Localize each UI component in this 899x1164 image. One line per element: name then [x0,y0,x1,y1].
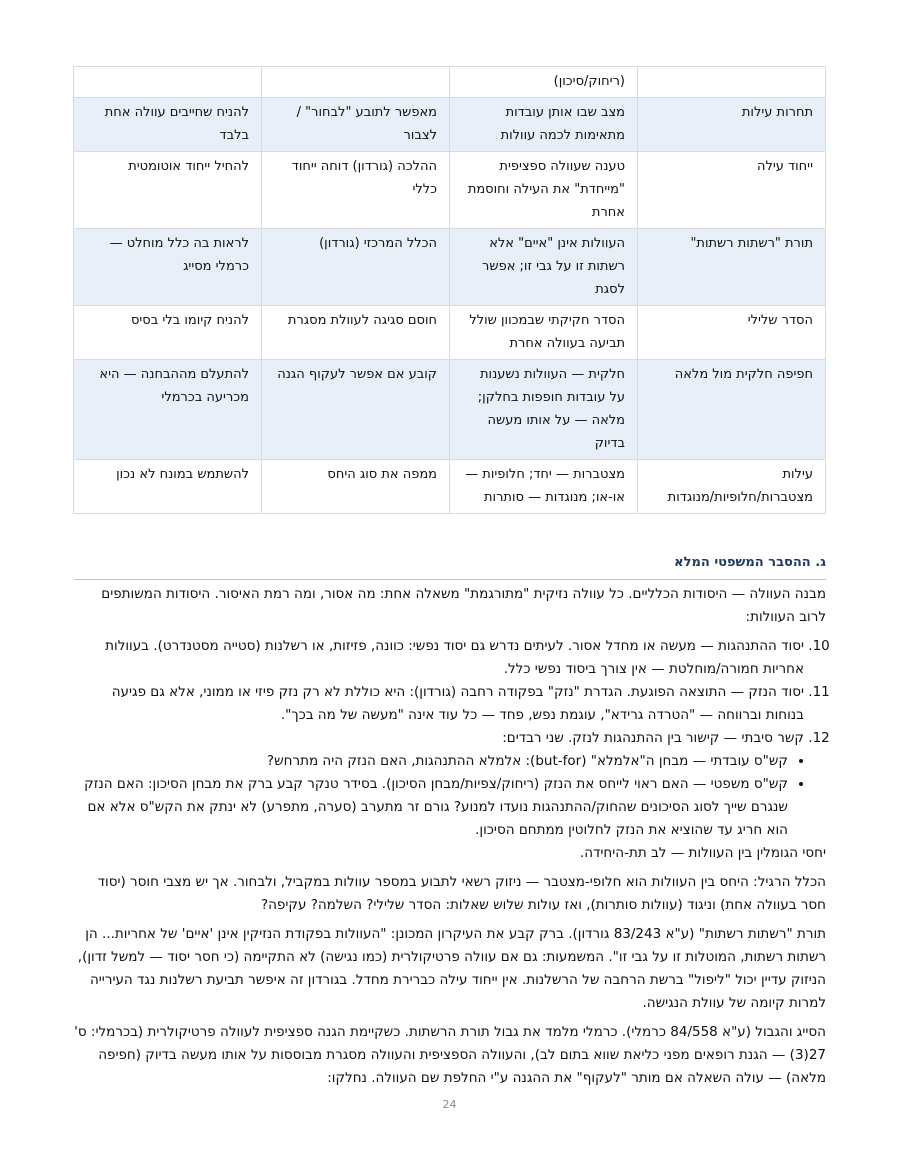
table-cell-pitfall: להניח קיומו בלי בסיס [74,306,262,360]
section-heading: ג. ההסבר המשפטי המלא [74,554,826,580]
table-cell-definition: מצב שבו אותן עובדות מתאימות לכמה עוולות [450,98,638,152]
table-cell-definition: (ריחוק/סיכון) [450,67,638,98]
table-cell-term: עילות מצטברות/חלופיות/מנוגדות [638,460,826,514]
table-cell-significance: ההלכה (גורדון) דוחה ייחוד כללי [262,152,450,229]
table-cell-term: ייחוד עילה [638,152,826,229]
table-cell-significance: חוסם סגיגה לעוולת מסגרת [262,306,450,360]
bullet-item: • קש"ס עובדתי — מבחן ה"אלמלא" (but-for): אלמלא ההתנהגות, האם הנזק היה מתרחש? [74,750,788,773]
limit-paragraph: הסייג והגבול (ע"א 84/558 כרמלי). כרמלי מלמד את גבול תורת הרשתות. כשקיימת הגנה ספציפית לעוולה פרטיקולרית (בכרמלי: ס' 27(3) — הגנת רופאים מפני כליאת שווא בתום לב), והעוולה הספציפית והעוולה מסגרת מבוססות על אותו מעשה בדיוק (חפיפה מלאה) — עולה השאלה אם מותר "לעקוף" את ההגנה ע"י החלפת שם העוולה. נחלקו: [74,1024,826,1086]
elements-list [74,635,826,750]
table-cell-pitfall: להתעלם מההבחנה — היא מכריעה בכרמלי [74,360,262,460]
page-number: 24 [442,1098,457,1111]
table-cell-term: הסדר שלילי [638,306,826,360]
causation-bullets [74,750,826,842]
list-item: 11. יסוד הנזק — התוצאה הפוגעת. הגדרת "נזק" בפקודה רחבה (גורדון): היא כוללת לא רק נזק פיזי או ממוני, אלא גם פגיעה בנוחות וברווחה — "הטרדה גרידא", עוגמת נפש, פחד — כל עוד אינה "מעשה של מה בכך". [74,681,804,727]
table-cell-pitfall [74,67,262,98]
rule-paragraph: הכלל הרגיל: היחס בין העוולות הוא חלופי-מצטבר — ניזוק רשאי לתבוע במספר עוולות במקביל, ולבחור. אך יש מצבי חוסר (יסוד חסר בעוולה אחת) וניגוד (עוולות סותרות), ואז עולות שלוש שאלות: הסדר שלילי? השלמה? עקיפה? [97,874,826,913]
section-body [74,583,826,1090]
nets-paragraph: תורת "רשתות רשתות" (ע"א 83/243 גורדון). ברק קבע את העיקרון המכונן: "העוולות בפקודת הנזיקין אינן 'איים' של אחריות... הן רשתות רשתות, המוטלות זו על גבי זו". המשמעות: גם אם עוולה פרטיקולרית (כמו נגישה) לא התקיימה (כי חסר יסוד — למשל זדון), הניזוק עדיין יכול "ליפול" ברשת הרחבה של הרשלנות. אין ייחוד עילה כברירת מחדל. בגורדון זה איפשר תביעת רשלנות נגד העירייה למרות קיומה של עוולת הנגישה. [77,926,826,1011]
table-cell-term: תחרות עילות [638,98,826,152]
table-cell-term: תורת "רשתות רשתות" [638,229,826,306]
table-cell-definition: חלקית — העוולות נשענות על עובדות חופפות בחלקן; מלאה — על אותו מעשה בדיוק [450,360,638,460]
table-cell-definition: הסדר חקיקתי שבמכוון שולל תביעה בעוולה אחרת [450,306,638,360]
relation-line: יחסי הגומלין בין העוולות — לב תת-היחידה. [579,845,826,861]
table-row [74,152,826,229]
table-row [74,360,826,460]
bullet-item: • קש"ס משפטי — האם ראוי לייחס את הנזק (ריחוק/צפיות/מבחן הסיכון). בסידר טנקר קבע ברק את מבחן הסיכון: האם הנזק שנגרם שייך לסוג הסיכונים שהחוק/ההתנהגות נועדו למנוע? גורם זר מתערב (סערה, מתפרע) לא ינתק את הקש"ס אלא אם הוא חריג עד שהוציא את הנזק לחלוטין ממתחם הסיכון. [74,773,788,842]
concepts-table [73,66,826,514]
table-cell-significance: קובע אם אפשר לעקוף הגנה [262,360,450,460]
table-row [74,460,826,514]
table-cell-term [638,67,826,98]
table-cell-pitfall: להחיל ייחוד אוטומטית [74,152,262,229]
list-item: 12. קשר סיבתי — קישור בין ההתנהגות לנזק. שני רבדים: [74,727,804,750]
table-cell-significance: ממפה את סוג היחס [262,460,450,514]
table-row [74,98,826,152]
table-row [74,67,826,98]
table-cell-significance [262,67,450,98]
table-cell-definition: מצטברות — יחד; חלופיות — או-או; מנוגדות — סותרות [450,460,638,514]
table-cell-pitfall: לראות בה כלל מוחלט — כרמלי מסייג [74,229,262,306]
table-row [74,306,826,360]
table-cell-pitfall: להשתמש במונח לא נכון [74,460,262,514]
table-cell-term: חפיפה חלקית מול מלאה [638,360,826,460]
intro-paragraph: מבנה העוולה — היסודות הכלליים. כל עוולה נזיקית "מתורגמת" משאלה אחת: מה אסור, ומה רמת האיסור. היסודות המשותפים לרוב העוולות: [101,586,826,625]
table-row [74,229,826,306]
table-cell-definition: טענה שעוולה ספציפית "מייחדת" את העילה וחוסמת אחרת [450,152,638,229]
table-cell-definition: העוולות אינן "איים" אלא רשתות זו על גבי זו; אפשר לסגת [450,229,638,306]
list-item: 10. יסוד ההתנהגות — מעשה או מחדל אסור. לעיתים נדרש גם יסוד נפשי: כוונה, פזיזות, או רשלנות (סטייה מסטנדרט). בעוולות אחריות חמורה/מוחלטת — אין צורך ביסוד נפשי כלל. [74,635,804,681]
document-page [74,66,826,1096]
table-cell-significance: מאפשר לתובע "לבחור" / לצבור [262,98,450,152]
table-cell-significance: הכלל המרכזי (גורדון) [262,229,450,306]
table-cell-pitfall: להניח שחייבים עוולה אחת בלבד [74,98,262,152]
